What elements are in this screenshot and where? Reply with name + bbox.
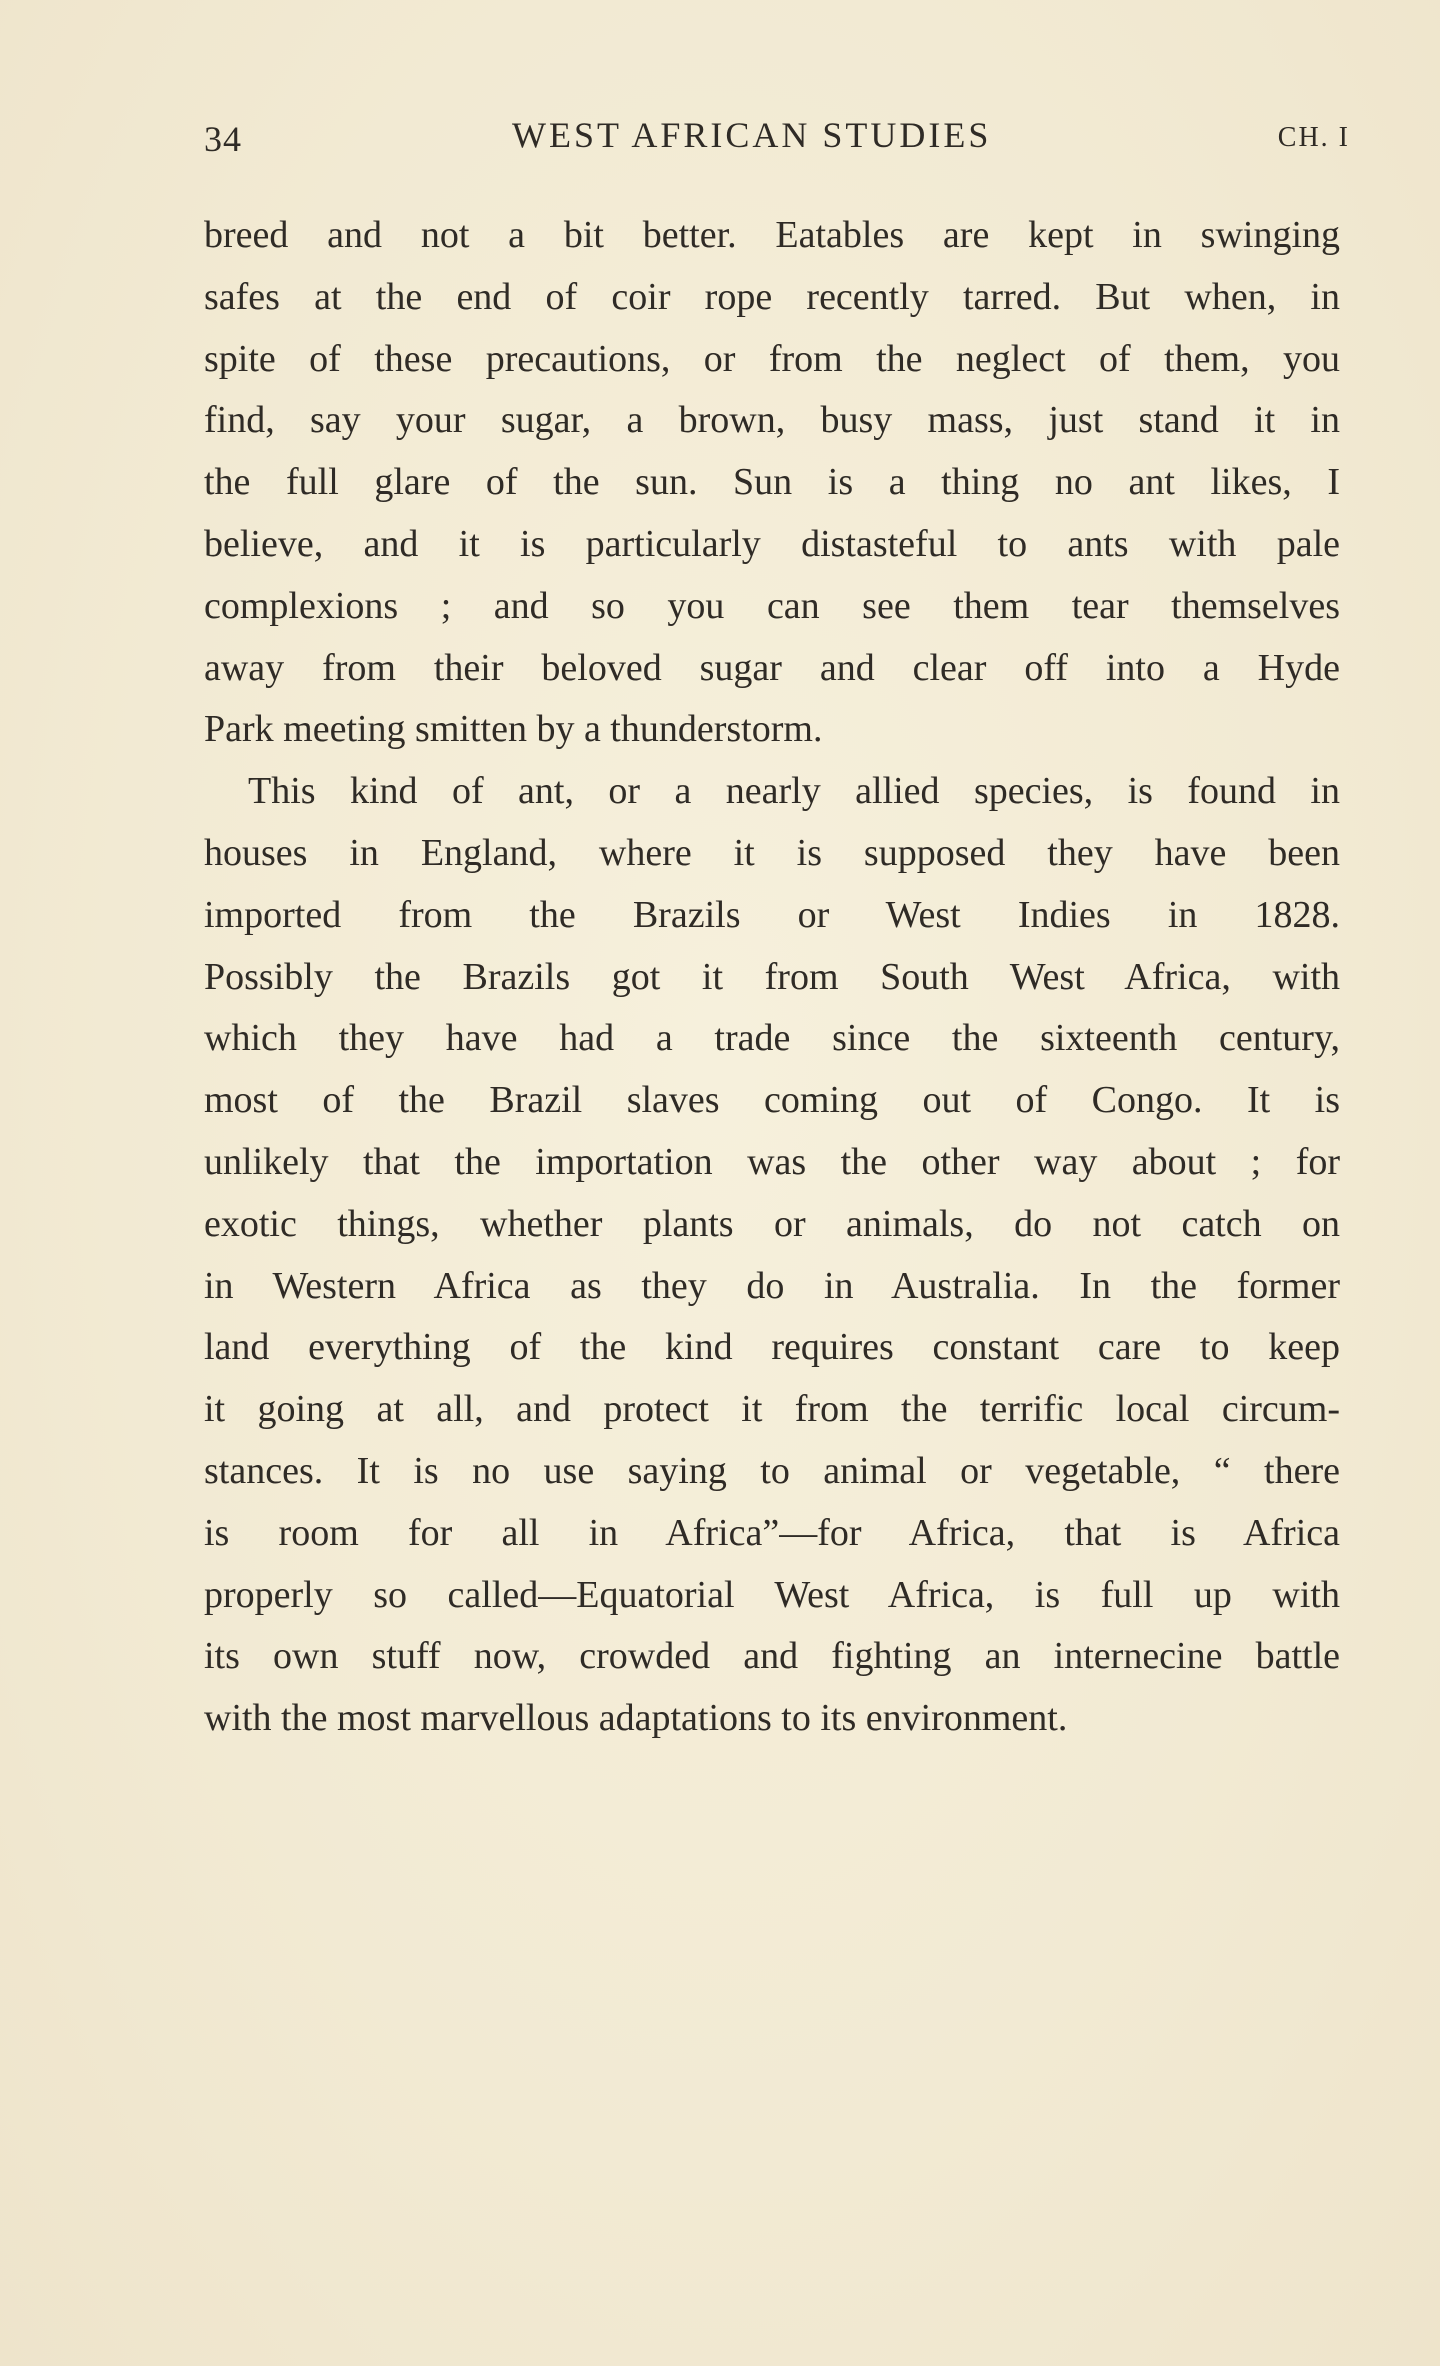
- text-line: Possibly the Brazils got it from South West Africa, with: [204, 955, 1340, 998]
- text-line: in Western Africa as they do in Australia. In the former: [204, 1264, 1340, 1307]
- text-line: the full glare of the sun. Sun is a thing no ant likes, I: [204, 461, 1340, 504]
- text-line: its own stuff now, crowded and fighting an internecine battle: [204, 1635, 1340, 1678]
- text-line: properly so called—Equatorial West Africa, is full up with: [204, 1573, 1340, 1616]
- text-line: This kind of ant, or a nearly allied species, is found in: [248, 770, 1340, 813]
- text-line: which they have had a trade since the sixteenth century,: [204, 1017, 1340, 1060]
- page-header: [200, 108, 1350, 158]
- text-line: stances. It is no use saying to animal or vegetable, “ there: [204, 1449, 1340, 1492]
- text-line: breed and not a bit better. Eatables are kept in swinging: [204, 214, 1340, 256]
- text-line: complexions ; and so you can see them tear themselves: [204, 584, 1340, 627]
- text-line: unlikely that the importation was the other way about ; for: [204, 1140, 1340, 1183]
- text-line: with the most marvellous adaptations to its environment.: [204, 1697, 1068, 1740]
- page-number: 34: [204, 119, 242, 159]
- text-line: away from their beloved sugar and clear off into a Hyde: [204, 646, 1340, 689]
- text-line: Park meeting smitten by a thunderstorm.: [204, 708, 823, 751]
- text-line: land everything of the kind requires constant care to keep: [204, 1326, 1340, 1369]
- text-line: spite of these precautions, or from the neglect of them, you: [204, 337, 1340, 380]
- text-line: exotic things, whether plants or animals, do not catch on: [204, 1202, 1340, 1245]
- text-line: find, say your sugar, a brown, busy mass, just stand it in: [204, 399, 1340, 442]
- text-line: houses in England, where it is supposed they have been: [204, 831, 1340, 874]
- text-line: imported from the Brazils or West Indies in 1828.: [204, 893, 1340, 936]
- text-line: is room for all in Africa”—for Africa, that is Africa: [204, 1511, 1340, 1554]
- paragraph-1: [204, 205, 1340, 761]
- text-line: it going at all, and protect it from the terrific local circum-: [204, 1388, 1340, 1431]
- paragraph-2: [204, 761, 1340, 1750]
- body-text: [204, 205, 1340, 1750]
- text-line: most of the Brazil slaves coming out of Congo. It is: [204, 1079, 1340, 1122]
- text-line: safes at the end of coir rope recently tarred. But when, in: [204, 275, 1340, 318]
- running-title: WEST AFRICAN STUDIES: [512, 115, 992, 155]
- chapter-label: CH. I: [1277, 122, 1350, 153]
- text-line: believe, and it is particularly distasteful to ants with pale: [204, 522, 1340, 565]
